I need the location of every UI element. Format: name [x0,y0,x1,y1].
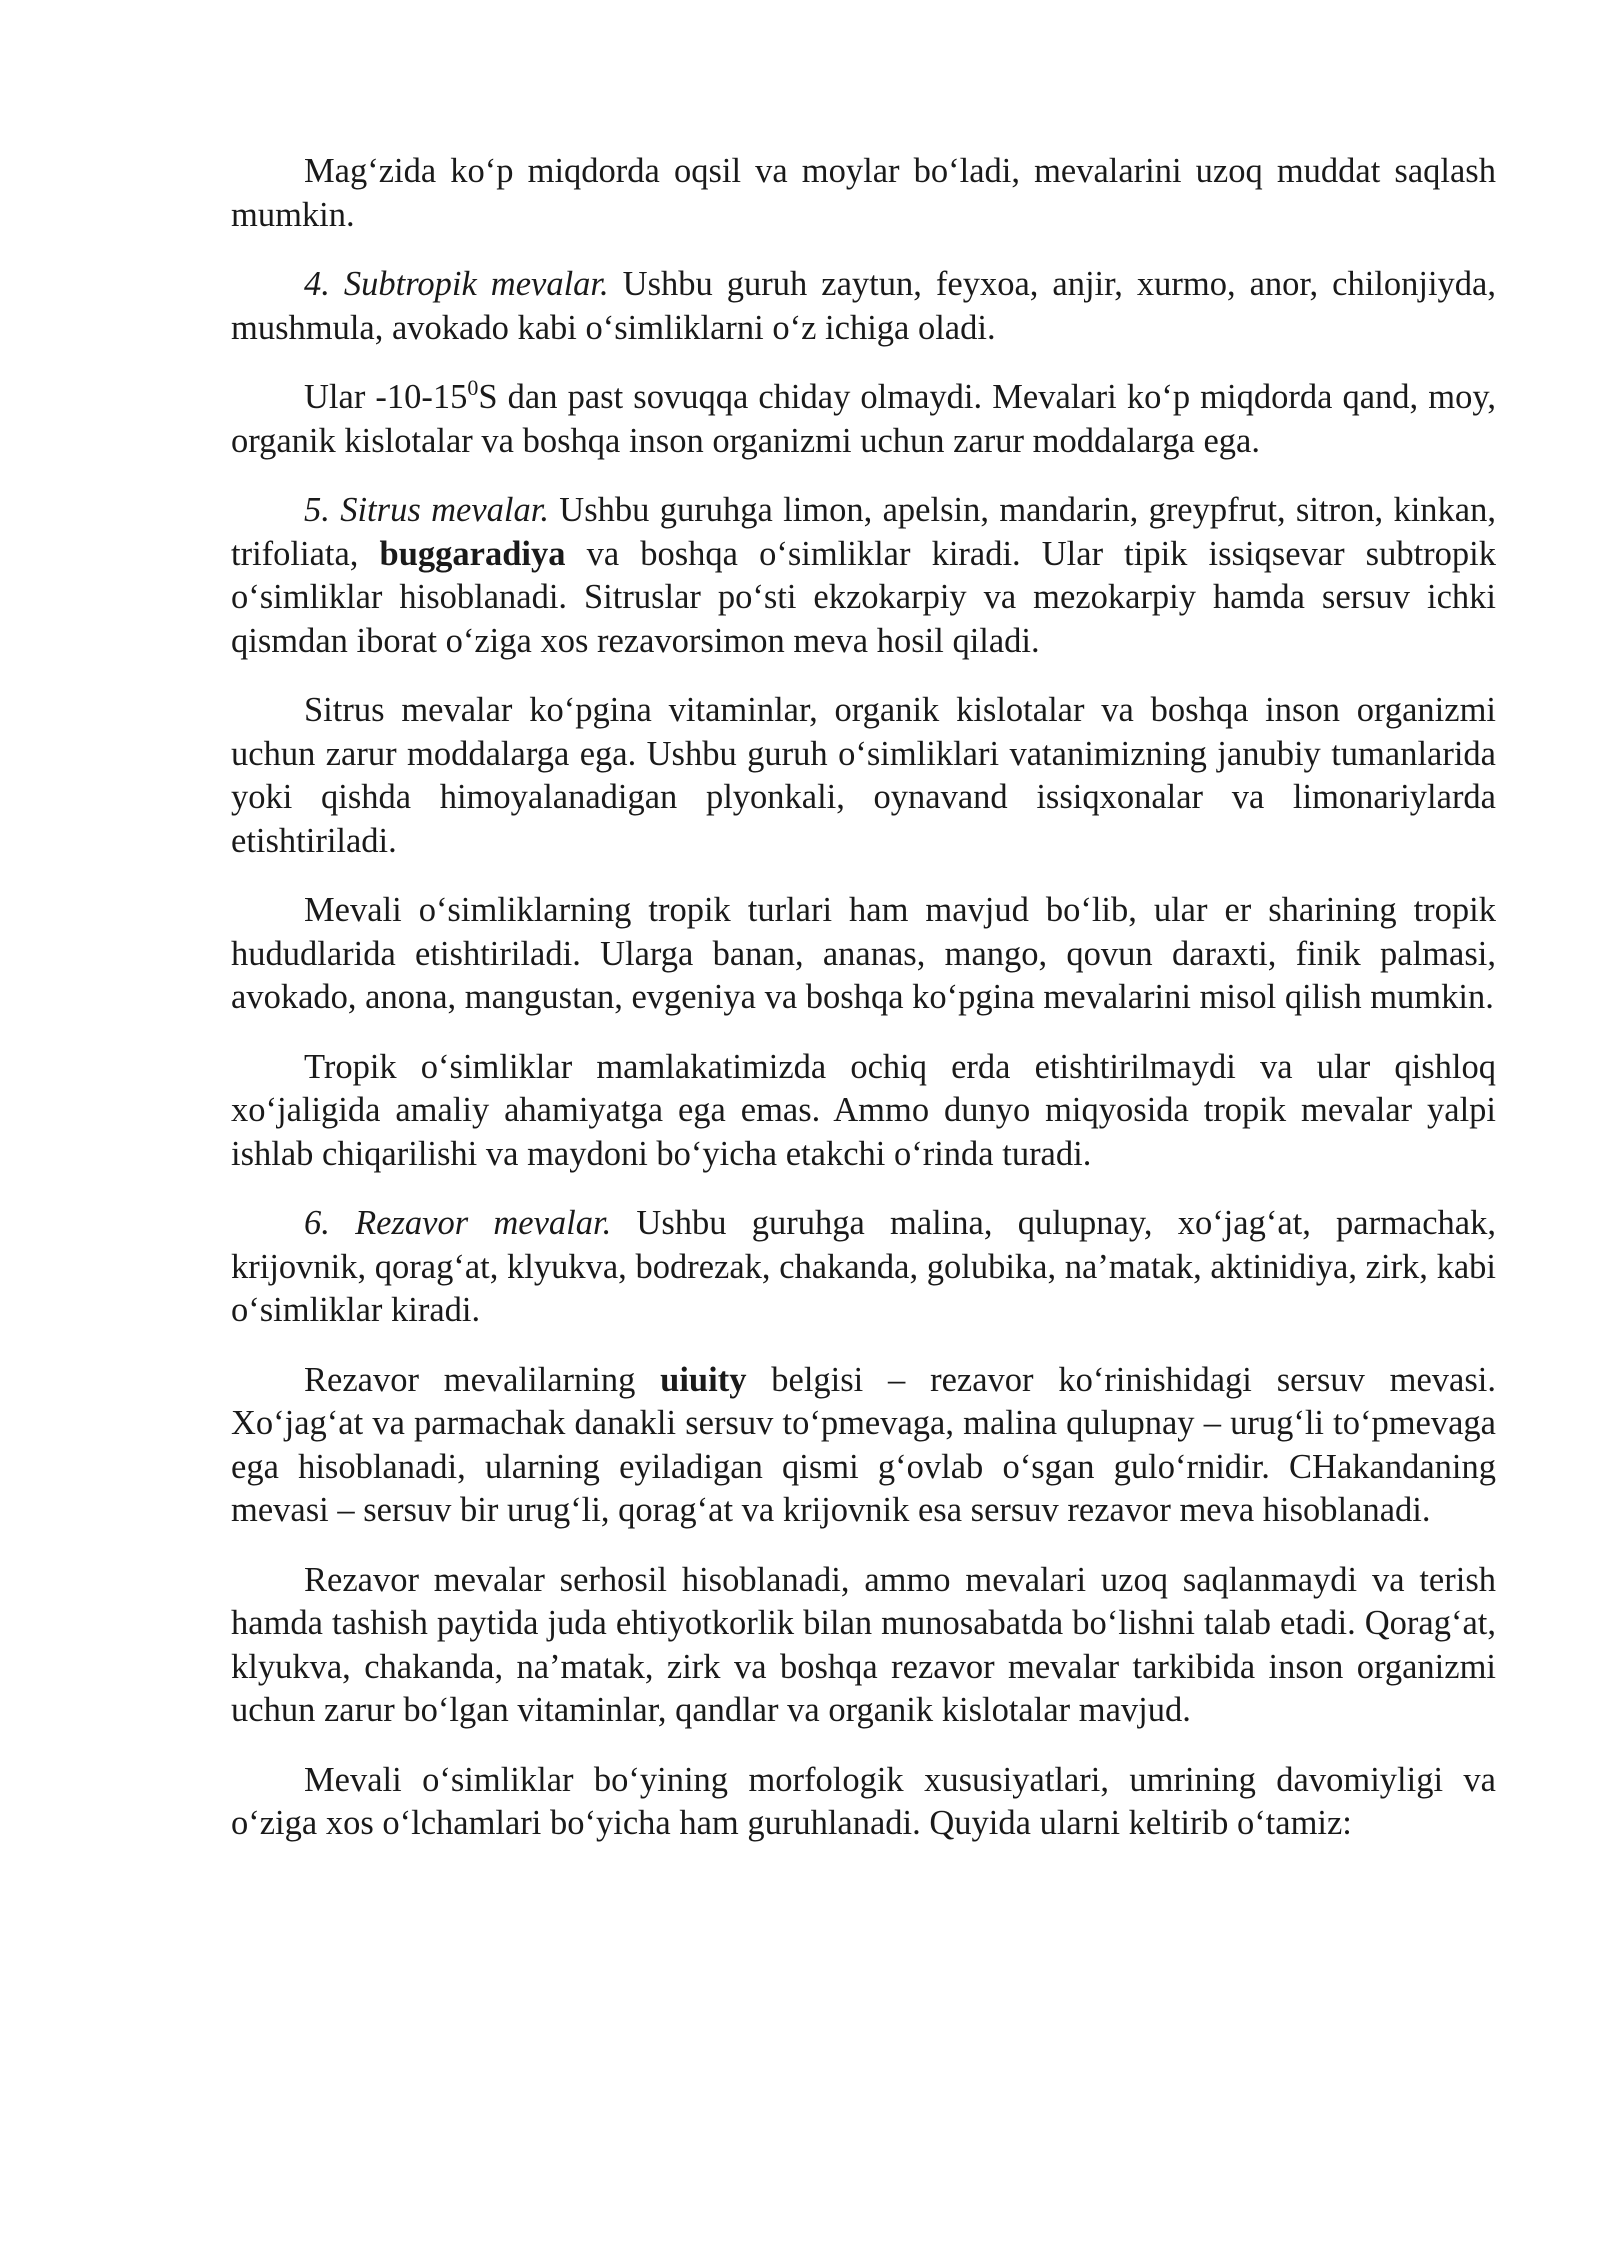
paragraph-text: Rezavor mevalar serhosil hisoblanadi, ammo mevalari uzoq saqlanmaydi va terish hamda tashish paytida juda ehtiyotkorlik bilan munosabatda bo‘lishni talab etadi. Qorag‘at, klyukva, chakanda, na’matak, zirk va boshqa rezavor mevalar tarkibida inson organizmi uchun zarur bo‘lgan vitaminlar, qandlar va organik kislotalar mavjud. [231,1560,1496,1729]
paragraph-text: Mevali o‘simliklarning tropik turlari ham mavjud bo‘lib, ular er sharining tropik hududlarida etishtiriladi. Ularga banan, ananas, mango, qovun daraxti, finik palmasi, avokado, anona, mangustan, evgeniya va boshqa ko‘pgina mevalarini misol qilish mumkin. [231,891,1496,1016]
paragraph-classification-intro [231,1759,1496,1846]
paragraph-text: Mevali o‘simliklar bo‘yining morfologik xususiyatlari, umrining davomiyligi va o‘ziga xos o‘lchamlari bo‘yicha ham guruhlanadi. Quyida ularni keltirib o‘tamiz: [231,1760,1496,1842]
section-heading-subtropical: 4. Subtropik mevalar. [304,265,609,303]
bold-term: uiuity [660,1360,747,1399]
paragraph-subtropical-cold [231,376,1496,463]
paragraph-text: Mag‘zida ko‘p miqdorda oqsil va moylar bo‘ladi, mevalarini uzoq muddat saqlash mumkin. [231,152,1496,234]
paragraph-text: Rezavor mevalilarning [304,1360,661,1399]
document-page [231,150,1496,1872]
paragraph-tropical-cultivation [231,1046,1496,1177]
paragraph-citrus-vitamins [231,689,1496,863]
paragraph-tropical-species [231,889,1496,1020]
section-heading-berries: 6. Rezavor mevalar. [304,1204,612,1242]
paragraph-berry-fruits [231,1202,1496,1333]
paragraph-text: Ushbu guruh zaytun, feyxoa, anjir, xurmo, anor, chilonjiyda, mushmula, avokado kabi o‘simliklarni o‘z ichiga oladi. [231,265,1496,347]
paragraph-text: Ushbu guruhga limon, apelsin, mandarin, greypfrut, sitron, kinkan, trifoliata, [231,491,1496,573]
paragraph-berry-features [231,1359,1496,1533]
paragraph-citrus-fruits [231,489,1496,663]
degree-superscript: 0 [467,375,479,400]
paragraph-text: Tropik o‘simliklar mamlakatimizda ochiq erda etishtirilmaydi va ular qishloq xo‘jaligida amaliy ahamiyatga ega emas. Ammo dunyo miqyosida tropik mevalar yalpi ishlab chiqarilishi va maydoni bo‘yicha etakchi o‘rinda turadi. [231,1047,1496,1173]
paragraph-text: belgisi – rezavor ko‘rinishidagi sersuv mevasi. Xo‘jag‘at va parmachak danakli sersuv to‘pmevaga, malina qulupnay – urug‘li to‘pmevaga ega hisoblanadi, ularning eyiladigan qismi g‘ovlab o‘sgan gulo‘rnidir. CHakandaning mevasi – sersuv bir urug‘li, qorag‘at va krijovnik esa sersuv rezavor meva hisoblanadi. [231,1360,1496,1529]
section-heading-citrus: 5. Sitrus mevalar. [304,491,549,529]
paragraph-text-after-degree: S dan past sovuqqa chiday olmaydi. Mevalari ko‘p miqdorda qand, moy, organik kislotalar va boshqa inson organizmi uchun zarur moddalarga ega. [231,378,1497,460]
paragraph-text: va boshqa o‘simliklar kiradi. Ular tipik issiqsevar subtropik o‘simliklar hisoblanadi. Sitruslar po‘sti ekzokarpiy va mezokarpiy hamda sersuv ichki qismdan iborat o‘ziga xos rezavorsimon meva hosil qiladi. [231,534,1497,660]
paragraph-nut-fruits-note [231,150,1496,237]
paragraph-text: Ushbu guruhga malina, qulupnay, xo‘jag‘at, parmachak, krijovnik, qorag‘at, klyukva, bodrezak, chakanda, golubika, na’matak, aktinidiya, zirk, kabi o‘simliklar kiradi. [231,1204,1496,1329]
bold-term: buggaradiya [379,534,566,573]
paragraph-text: Sitrus mevalar ko‘pgina vitaminlar, organik kislotalar va boshqa inson organizmi uchun zarur moddalarga ega. Ushbu guruh o‘simliklari vatanimizning janubiy tumanlarida yoki qishda himoyalanadigan plyonkali, oynavand issiqxonalar va limonariylarda etishtiriladi. [231,691,1496,860]
paragraph-text-before-degree: Ular -10-15 [304,378,468,416]
paragraph-berry-yield [231,1559,1496,1733]
paragraph-subtropical-fruits [231,263,1496,350]
